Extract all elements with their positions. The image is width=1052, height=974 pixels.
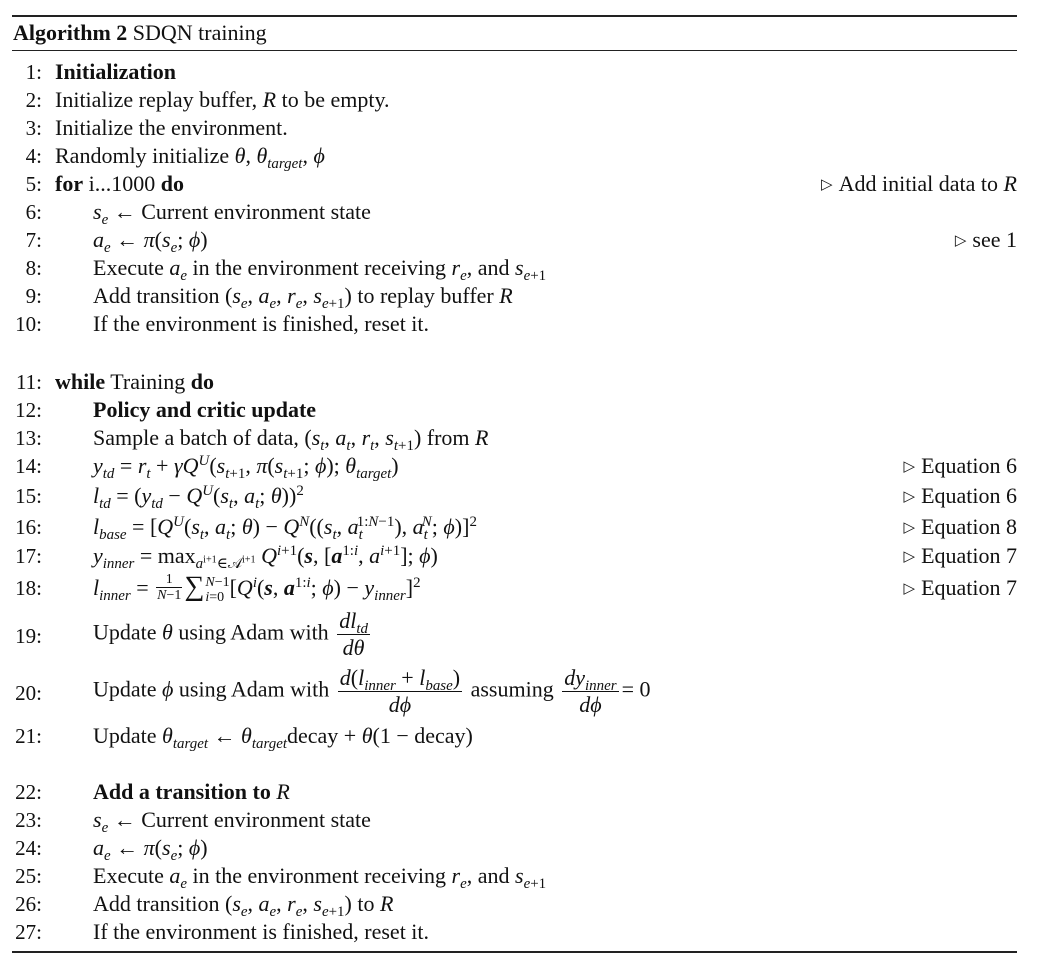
line-number: 9: [25, 284, 42, 308]
algo-line-16 [0, 513, 1040, 544]
algo-line-8 [0, 254, 1040, 285]
line-number: 3: [25, 116, 42, 140]
line-text: Policy and critic update [93, 397, 317, 422]
line-number: 14: [15, 454, 42, 478]
line-text: Add transition ($s_e$, $a_e$, $r_e$, $s_{e+1}$) to replay buffer R [93, 283, 513, 313]
line-number: 10: [15, 312, 42, 336]
algo-line-3 [0, 114, 1040, 142]
comment-triangle-icon: ▷ [903, 581, 916, 597]
algo-line-4 [0, 142, 1040, 173]
algo-line-24 [0, 834, 1040, 865]
line-comment: ▷ Equation 8 [903, 514, 1017, 539]
line-number: 12: [15, 398, 42, 422]
line-text: If the environment is finished, reset it. [93, 311, 430, 336]
algorithm-title: SDQN training [132, 20, 267, 45]
line-text: $s_e$ ← Current environment state [93, 807, 371, 837]
line-number: 1: [25, 60, 42, 84]
line-comment: ▷ Equation 7 [903, 543, 1017, 568]
line-number: 16: [15, 515, 42, 539]
line-text: $s_e$ ← Current environment state [93, 199, 371, 229]
algo-line-10 [0, 310, 1040, 338]
comment-triangle-icon: ▷ [903, 549, 916, 565]
algo-line-26 [0, 890, 1040, 921]
line-text: Execute $a_e$ in the environment receiving $r_e$, and $s_{e+1}$ [93, 863, 547, 893]
algo-line-12 [0, 396, 1040, 424]
line-number: 15: [15, 484, 42, 508]
comment-triangle-icon: ▷ [954, 233, 967, 249]
line-text: $a_e$ ← $\pi(s_e$; ϕ) [93, 835, 208, 865]
line-text: Initialize replay buffer, R to be empty. [55, 87, 390, 112]
algo-line-19 [0, 608, 1040, 660]
line-number: 27: [15, 920, 42, 944]
line-number: 11: [15, 370, 42, 394]
line-number: 21: [15, 724, 42, 748]
line-number: 26: [15, 892, 42, 916]
comment-triangle-icon: ▷ [903, 489, 916, 505]
comment-triangle-icon: ▷ [821, 177, 833, 193]
line-comment: ▷ Equation 6 [903, 453, 1017, 478]
line-number: 7: [25, 228, 42, 252]
line-text: $l_{base} = [Q^U(s_t$, $a_t$; $\theta) - Q^N((s_t$, $a_t^{1:N-1}$), $a_t^N$; ϕ)]$^2$ [93, 513, 477, 544]
algo-line-23 [0, 806, 1040, 837]
line-number: 4: [25, 144, 42, 168]
line-number: 22: [15, 780, 42, 804]
line-text: for i...1000 do [55, 171, 184, 196]
top-rule [12, 15, 1017, 17]
line-text: $l_{inner}$ = $\frac{1}{N-1}$ ∑ N−1 i=0 [$Q^i(s$, $a^{1:i}$; $\phi) - y_{inner}]^2$ [93, 571, 421, 606]
algo-line-1 [0, 58, 1040, 86]
bottom-rule [12, 951, 1017, 953]
line-text: If the environment is finished, reset it. [93, 919, 430, 944]
algo-line-17 [0, 542, 1040, 573]
line-text: $a_e$ ← $\pi(s_e$; ϕ) [93, 227, 208, 257]
line-text: Update $\theta_{target}$ ← $\theta_{target}decay + \theta(1$ − decay) [93, 723, 473, 753]
line-text: Add a transition to R [93, 779, 290, 804]
line-text: Update ϕ using Adam with $\frac{d(l_{inner} + l_{base})}{d\phi}$ assuming $\frac{dy_{inner}}{d\phi}$ = 0 [93, 665, 651, 717]
line-number: 6: [25, 200, 42, 224]
algo-line-25 [0, 862, 1040, 893]
line-number: 13: [15, 426, 42, 450]
line-number: 2: [25, 88, 42, 112]
line-comment: ▷ Equation 6 [903, 483, 1017, 508]
algo-line-6 [0, 198, 1040, 229]
caption-rule [12, 50, 1017, 51]
line-text: $y_{inner} = \max_{a^{i+1}\in 𝒜^{i+1}} Q^{i+1}(s$, [$a^{1:i}$, $a^{i+1}$]; ϕ) [93, 542, 438, 573]
algo-line-15 [0, 482, 1040, 513]
line-comment: ▷ Equation 7 [903, 575, 1017, 600]
line-number: 24: [15, 836, 42, 860]
line-comment: ▷ Add initial data to R [821, 171, 1017, 196]
line-number: 19: [15, 624, 42, 648]
line-text: Add transition ($s_e$, $a_e$, $r_e$, $s_{e+1}$) to R [93, 891, 394, 921]
algo-line-18 [0, 571, 1040, 606]
algo-line-13 [0, 424, 1040, 455]
algo-line-7 [0, 226, 1040, 257]
algo-line-11 [0, 368, 1040, 396]
comment-triangle-icon: ▷ [903, 459, 916, 475]
algo-line-9 [0, 282, 1040, 313]
line-number: 8: [25, 256, 42, 280]
algo-line-14 [0, 452, 1040, 483]
line-text: Sample a batch of data, ($s_t$, $a_t$, $r_t$, $s_{t+1}$) from R [93, 425, 489, 455]
algo-line-21 [0, 722, 1040, 753]
algo-line-5 [0, 170, 1040, 198]
algorithm-caption [13, 19, 267, 47]
line-text: Execute $a_e$ in the environment receiving $r_e$, and $s_{e+1}$ [93, 255, 547, 285]
line-text: Initialization [55, 59, 177, 84]
line-text: Randomly initialize θ, $\theta_{target}$, ϕ [55, 143, 325, 173]
line-comment: ▷ see 1 [954, 227, 1017, 252]
line-number: 20: [15, 681, 42, 705]
algorithm-label: Algorithm 2 [13, 20, 128, 45]
line-number: 23: [15, 808, 42, 832]
line-text: $l_{td} = (y_{td} - Q^U(s_t$, $a_t$; θ))$^2$ [93, 482, 304, 513]
line-text: Initialize the environment. [55, 115, 288, 140]
algo-line-22 [0, 778, 1040, 806]
algo-line-27 [0, 918, 1040, 946]
algo-line-2 [0, 86, 1040, 114]
line-number: 5: [25, 172, 42, 196]
line-number: 17: [15, 544, 42, 568]
comment-triangle-icon: ▷ [903, 520, 916, 536]
line-text: Update θ using Adam with $\frac{dl_{td}}{d\theta}$ [93, 608, 368, 660]
algo-line-20 [0, 665, 1040, 717]
line-text: while Training do [55, 369, 214, 394]
line-text: $y_{td} = r_t + \gamma Q^U(s_{t+1}$, $\pi(s_{t+1}$; ϕ); $\theta_{target}$) [93, 452, 399, 483]
line-number: 18: [15, 576, 42, 600]
line-number: 25: [15, 864, 42, 888]
